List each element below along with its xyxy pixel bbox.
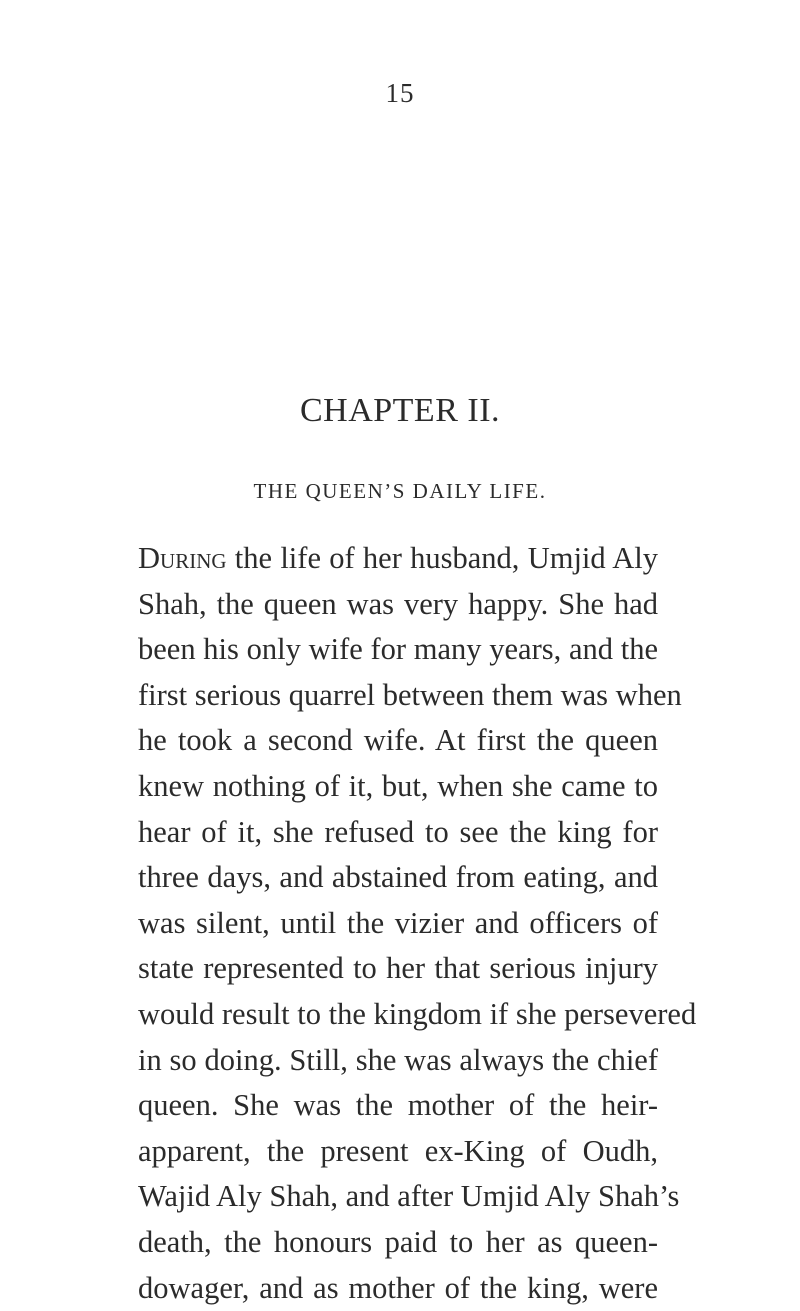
text-line: he took a second wife. At first the queen	[138, 718, 658, 764]
section-title: THE QUEEN’S DAILY LIFE.	[0, 479, 800, 504]
text-line: death, the honours paid to her as queen-	[138, 1220, 658, 1266]
text-line: Wajid Aly Shah, and after Umjid Aly Shah’s	[138, 1174, 658, 1220]
body-paragraph	[138, 536, 658, 1311]
text-line: Shah, the queen was very happy. She had	[138, 582, 658, 628]
text-line: been his only wife for many years, and the	[138, 627, 658, 673]
lead-word: During	[138, 541, 227, 575]
text-line: would result to the kingdom if she persevered	[138, 992, 658, 1038]
text-line: state represented to her that serious injury	[138, 946, 658, 992]
text-line: knew nothing of it, but, when she came to	[138, 764, 658, 810]
text-line-content: the life of her husband, Umjid Aly	[227, 541, 658, 575]
page-number: 15	[0, 78, 800, 109]
text-line: was silent, until the vizier and officers of	[138, 901, 658, 947]
text-line: hear of it, she refused to see the king for	[138, 810, 658, 856]
text-line: three days, and abstained from eating, and	[138, 855, 658, 901]
chapter-title: CHAPTER II.	[0, 392, 800, 430]
text-line: in so doing. Still, she was always the chief	[138, 1038, 658, 1084]
text-line	[138, 536, 658, 582]
text-line: dowager, and as mother of the king, were	[138, 1266, 658, 1311]
text-line: first serious quarrel between them was when	[138, 673, 658, 719]
text-line: apparent, the present ex-King of Oudh,	[138, 1129, 658, 1175]
text-line: queen. She was the mother of the heir-	[138, 1083, 658, 1129]
